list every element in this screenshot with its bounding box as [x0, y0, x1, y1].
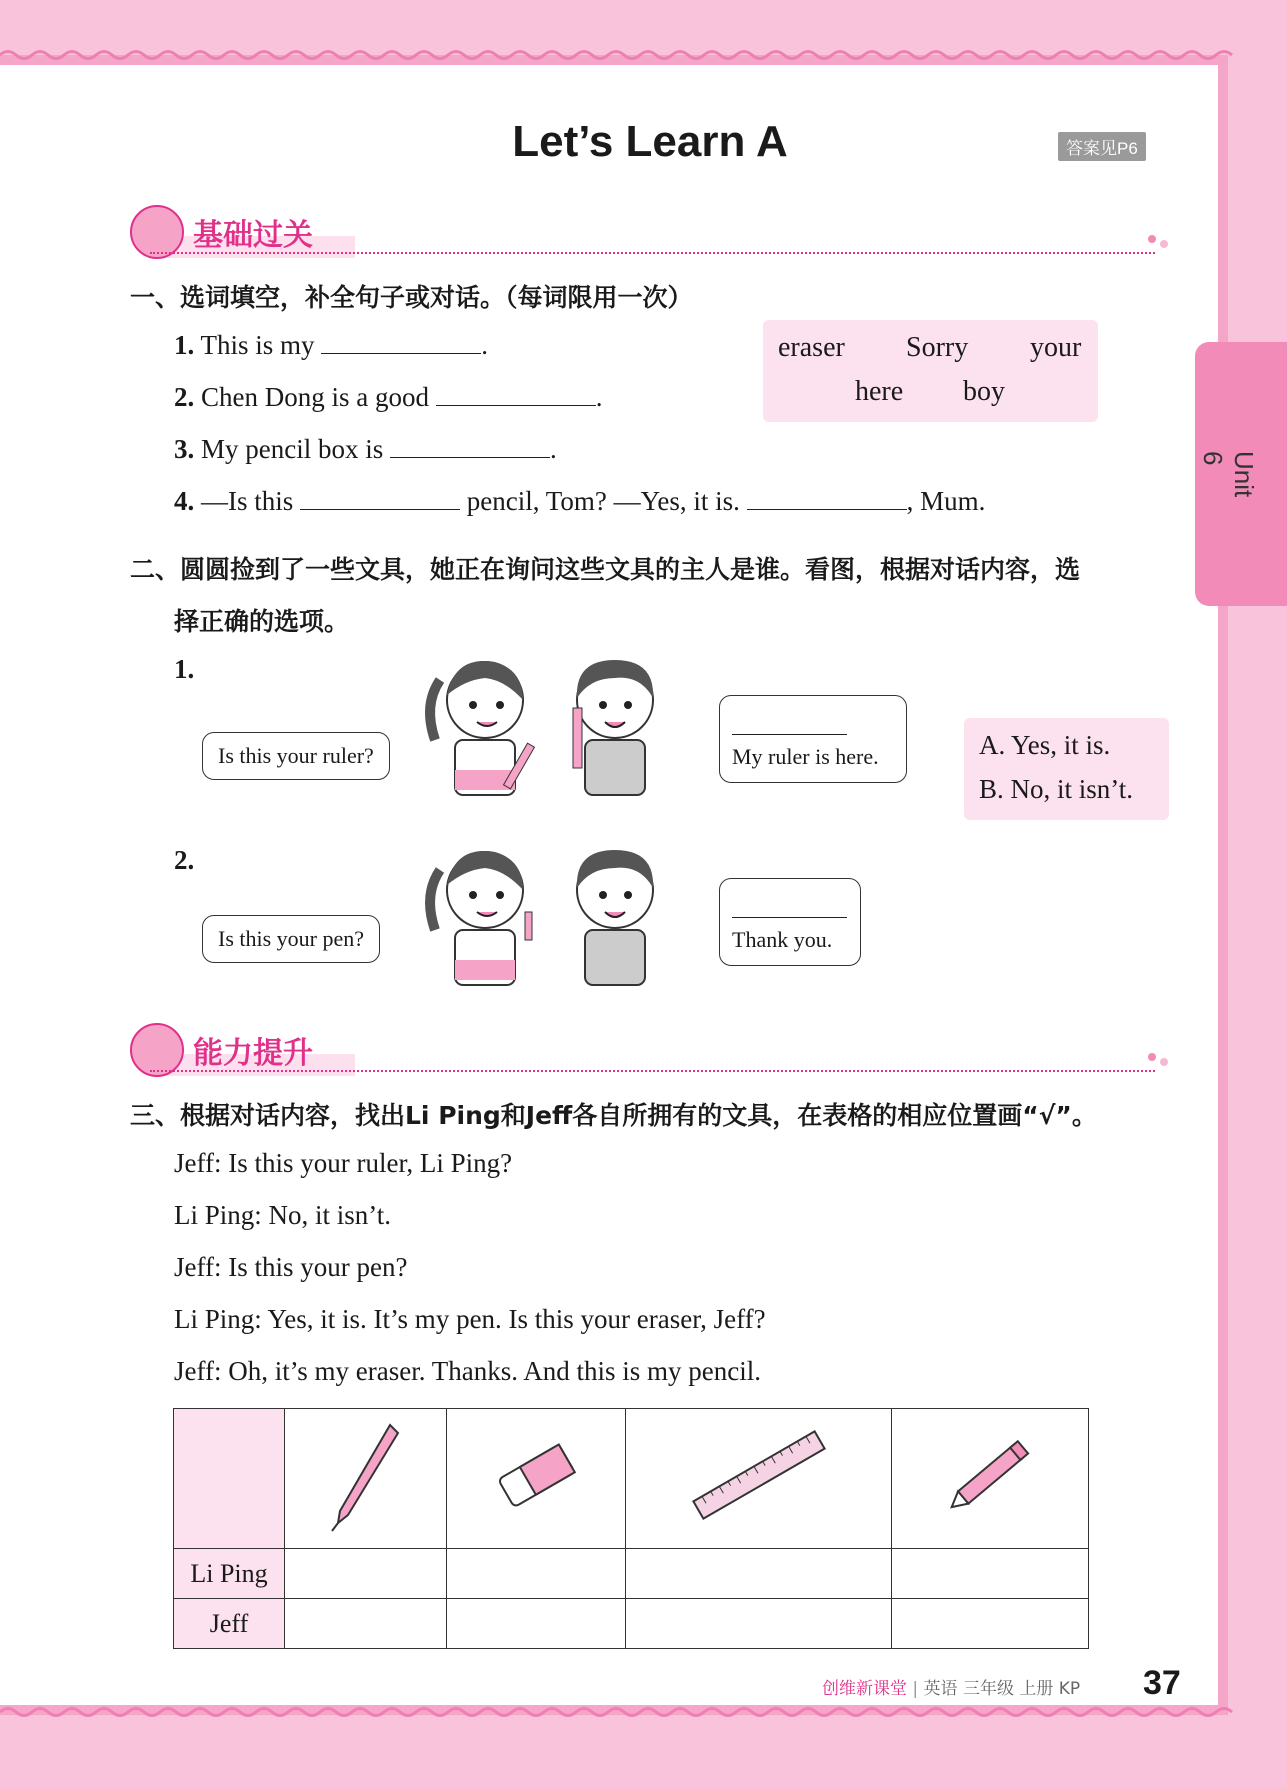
word-bank-word: here: [855, 376, 904, 407]
divider-dot-icon: [1160, 240, 1168, 248]
row-label-li-ping: Li Ping: [174, 1549, 285, 1599]
dialogue-line: Li Ping: Yes, it is. It’s my pen. Is this your eraser, Jeff?: [174, 1304, 766, 1334]
dialogue-line: Jeff: Oh, it’s my eraser. Thanks. And this is my pencil.: [174, 1356, 761, 1386]
ruler-icon-cell: [626, 1409, 892, 1549]
answer-cell[interactable]: [626, 1549, 892, 1599]
dialogue-line: Li Ping: No, it isn’t.: [174, 1200, 392, 1230]
eraser-icon-cell: [446, 1409, 625, 1549]
wave-border-top: [0, 48, 1238, 62]
q1-item-4: 4. —Is this pencil, Tom? —Yes, it is. , Mum.: [174, 486, 986, 516]
word-bank-word: eraser: [778, 332, 845, 363]
footer-details: 英语 三年级 上册 KP: [923, 1679, 1081, 1699]
answer-blank[interactable]: [300, 487, 460, 510]
question-1-instruction: 一、选词填空，补全句子或对话。（每词限用一次）: [130, 283, 693, 312]
q2-item-1-number: 1.: [174, 654, 195, 684]
page-title: Let’s Learn A: [512, 117, 788, 166]
answer-cell[interactable]: [892, 1599, 1089, 1649]
q1-item-1: 1. This is my .: [174, 330, 489, 360]
answer-reference-badge: 答案见P6: [1058, 132, 1146, 161]
answer-blank[interactable]: [732, 734, 847, 735]
answer-blank[interactable]: [390, 435, 550, 458]
answer-blank[interactable]: [321, 331, 481, 354]
girl-and-boy-pen-illustration: [405, 840, 695, 990]
q2-item-2-number: 2.: [174, 845, 195, 875]
answer-blank[interactable]: [747, 487, 907, 510]
footer-info: 创维新课堂 | 英语 三年级 上册 KP: [822, 1679, 1081, 1699]
answer-cell[interactable]: [446, 1599, 625, 1649]
table-corner-cell: [174, 1409, 285, 1549]
word-bank-word: your: [1030, 332, 1082, 363]
answer-cell[interactable]: [285, 1599, 447, 1649]
dialogue-line: Jeff: Is this your ruler, Li Ping?: [174, 1148, 513, 1178]
word-bank-box: [763, 320, 1098, 422]
choice-a[interactable]: A. Yes, it is.: [979, 730, 1111, 760]
question-2-instruction-cont: 择正确的选项。: [174, 607, 350, 636]
answer-cell[interactable]: [892, 1549, 1089, 1599]
divider-dot-icon: [1160, 1058, 1168, 1066]
footer-brand: 创维新课堂: [822, 1679, 907, 1699]
pen-icon-cell: [285, 1409, 447, 1549]
question-3-instruction: 三、根据对话内容，找出Li Ping和Jeff各自所拥有的文具，在表格的相应位置画“√”。: [130, 1101, 1097, 1130]
page-number: 37: [1143, 1664, 1181, 1702]
divider-dot-icon: [1148, 235, 1156, 243]
mascot-icon: [130, 1023, 184, 1077]
word-bank-word: boy: [963, 376, 1005, 407]
section-heading-basic: 基础过关: [193, 219, 313, 252]
ruler-icon: [684, 1425, 834, 1525]
pencil-icon: [935, 1425, 1045, 1525]
divider-dot-icon: [1148, 1053, 1156, 1061]
pencil-icon-cell: [892, 1409, 1089, 1549]
answer-cell[interactable]: [285, 1549, 447, 1599]
stationery-table: [173, 1408, 1089, 1649]
question-2-instruction: 二、圆圆捡到了一些文具，她正在询问这些文具的主人是谁。看图，根据对话内容，选: [130, 555, 1081, 584]
girl-and-boy-ruler-illustration: [405, 650, 695, 800]
dialogue-line: Jeff: Is this your pen?: [174, 1252, 408, 1282]
unit-tab-label: Unit 6: [1198, 451, 1259, 498]
q1-item-3: 3. My pencil box is .: [174, 434, 557, 464]
answer-blank[interactable]: [436, 383, 596, 406]
section-divider: [150, 252, 1155, 254]
eraser-icon: [486, 1425, 586, 1525]
row-label-jeff: Jeff: [174, 1599, 285, 1649]
section-divider: [150, 1070, 1155, 1072]
pen-icon: [320, 1415, 410, 1535]
girl-speech-bubble: Is this your ruler?: [202, 732, 390, 780]
q1-item-2: 2. Chen Dong is a good .: [174, 382, 603, 412]
answer-blank[interactable]: [732, 917, 847, 918]
answer-cell[interactable]: [626, 1599, 892, 1649]
choice-b[interactable]: B. No, it isn’t.: [979, 774, 1134, 804]
word-bank-word: Sorry: [906, 332, 969, 363]
boy-speech-bubble: My ruler is here.: [719, 695, 907, 783]
answer-cell[interactable]: [446, 1549, 625, 1599]
choices-box: [964, 718, 1169, 820]
section-heading-advanced: 能力提升: [193, 1037, 313, 1070]
wave-border-bottom: [0, 1705, 1238, 1719]
girl-speech-bubble: Is this your pen?: [202, 915, 380, 963]
mascot-icon: [130, 205, 184, 259]
boy-speech-bubble: Thank you.: [719, 878, 861, 966]
